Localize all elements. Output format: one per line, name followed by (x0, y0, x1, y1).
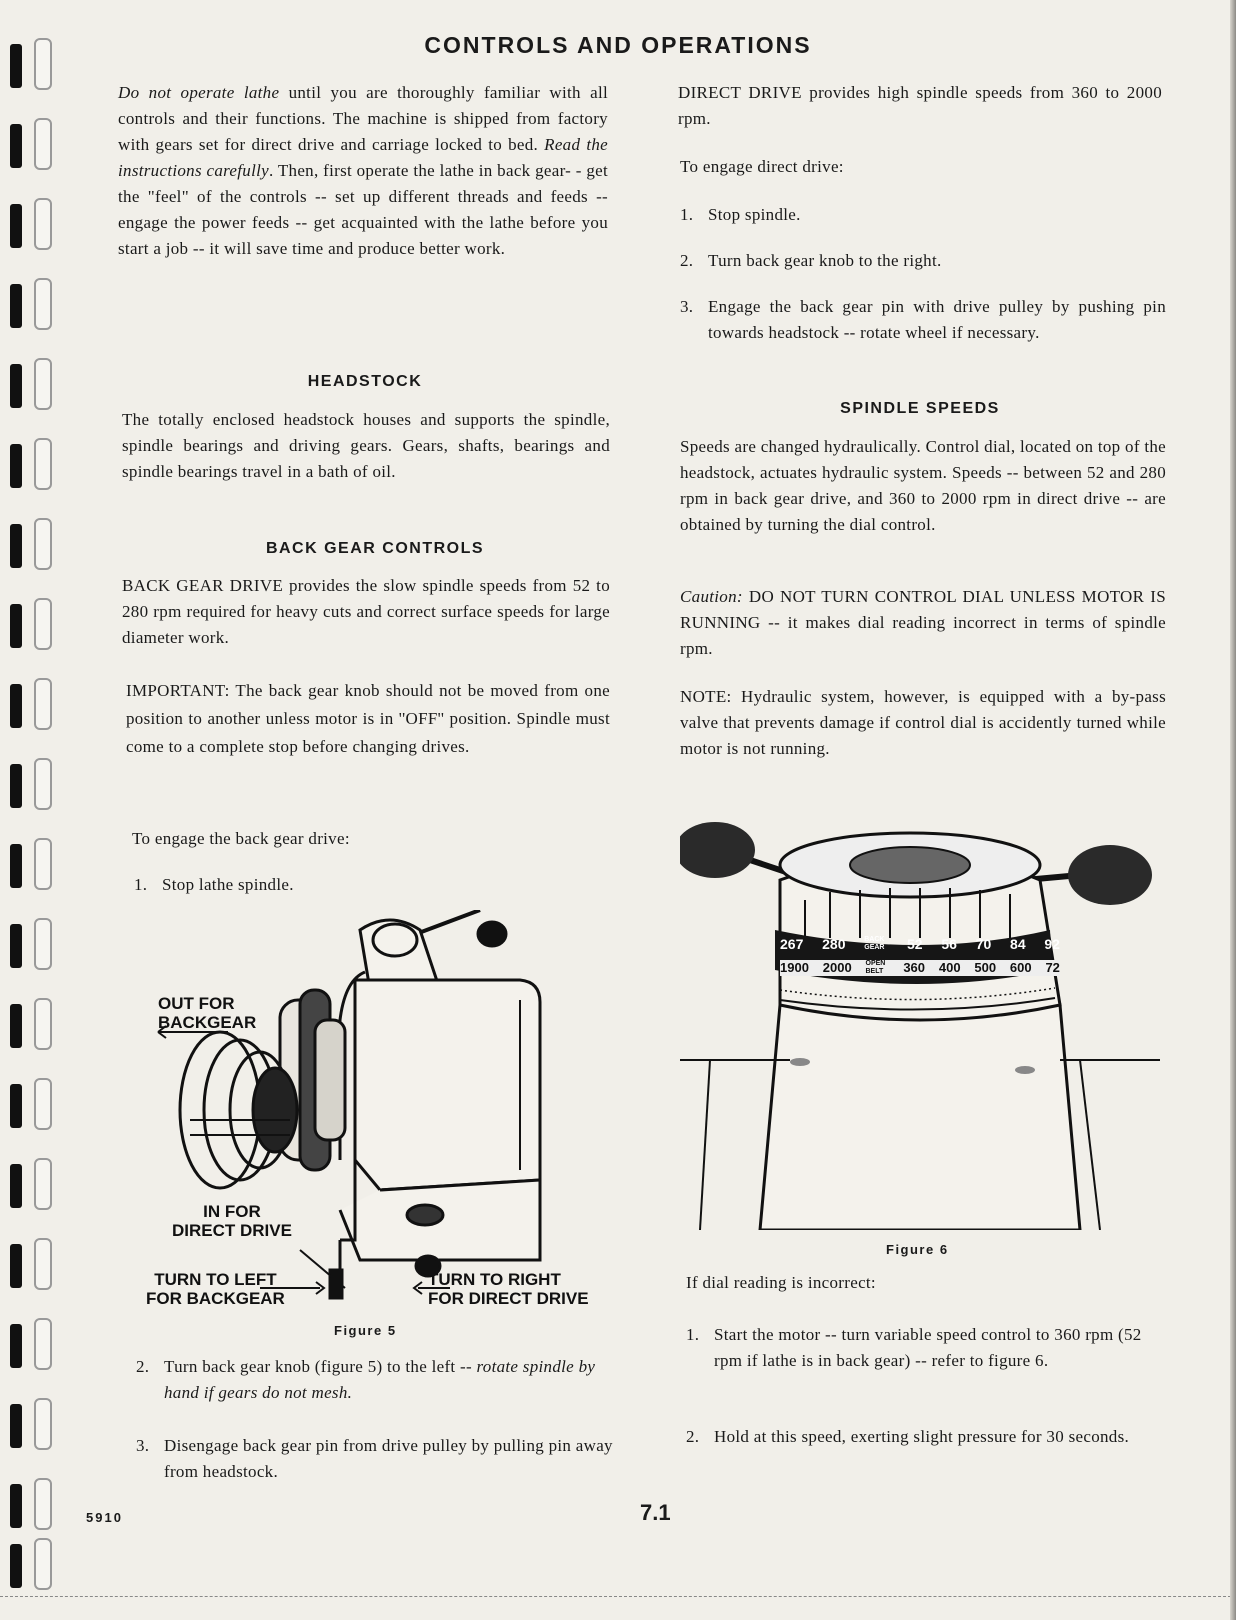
engage-direct-intro (680, 154, 1160, 180)
dial-value: 600 (1009, 960, 1032, 975)
headstock-heading: HEADSTOCK (307, 373, 423, 390)
direct-drive-paragraph (678, 80, 1162, 132)
callout-out-for-backgear (158, 994, 256, 1032)
caution-label: Caution: (680, 587, 743, 606)
speed-dial-drawing (680, 820, 1160, 1230)
callout-line: FOR DIRECT DRIVE (428, 1289, 589, 1308)
spindle-speeds-heading: SPINDLE SPEEDS (840, 400, 1000, 417)
dial-value: 400 (938, 960, 961, 975)
page-title: CONTROLS AND OPERATIONS (424, 32, 812, 58)
spiral-binding (0, 30, 70, 1590)
back-gear-paragraph (122, 573, 610, 651)
back-gear-step-2 (136, 1354, 616, 1406)
step-text: Disengage back gear pin from drive pulley by pulling pin away from headstock. (164, 1436, 613, 1481)
callout-line: BACKGEAR (158, 1013, 257, 1032)
step-number: 3. (136, 1436, 150, 1455)
dial-value: 72 (1045, 960, 1060, 975)
figure-6-caption: Figure 6 (886, 1242, 949, 1257)
headstock-drawing (140, 910, 620, 1330)
dial-label: BACK GEAR (864, 936, 885, 951)
correction-step-1 (686, 1322, 1168, 1374)
figure-6 (680, 820, 1160, 1230)
step-number: 2. (686, 1427, 700, 1446)
dial-value: 92 (1044, 936, 1060, 952)
intro-lead: Do not operate lathe (118, 83, 280, 102)
important-text: IMPORTANT: The back gear knob should not be moved from one position to another unless motor is in ''OFF'' position. Spindle must come to a complete stop before changing drives. (126, 681, 610, 756)
page-number: 7.1 (640, 1500, 671, 1525)
step-text: Start the motor -- turn variable speed control to 360 rpm (52 rpm if lathe is in back gear) -- refer to figure 6. (714, 1325, 1142, 1370)
engage-direct-text: To engage direct drive: (680, 157, 844, 176)
step-number: 2. (136, 1357, 150, 1376)
note-text: NOTE: Hydraulic system, however, is equipped with a by-pass valve that prevents damage if control dial is accidently turned while motor is not running. (680, 687, 1166, 758)
callout-line: TURN TO RIGHT (428, 1270, 561, 1289)
intro-italic: Read the instructions carefully (118, 135, 608, 180)
dial-value: 267 (780, 936, 804, 952)
headstock-text: The totally enclosed headstock houses and supports the spindle, spindle bearings and driving gears. Gears, shafts, bearings and spindle bearings travel in a bath of oil. (122, 410, 610, 481)
intro-paragraph (118, 80, 608, 262)
dial-value: 70 (975, 936, 992, 952)
correction-step-2 (686, 1424, 1168, 1450)
dial-value: 360 (903, 960, 926, 975)
callout-turn-left (146, 1270, 285, 1308)
dial-bottom-row (780, 960, 1060, 976)
page-bottom-edge (0, 1596, 1236, 1620)
figure-5 (140, 910, 620, 1330)
step-number: 2. (680, 251, 694, 270)
callout-line: DIRECT DRIVE (172, 1221, 292, 1240)
callout-line: FOR BACKGEAR (146, 1289, 285, 1308)
note-paragraph (680, 684, 1166, 762)
callout-line: IN FOR (203, 1202, 261, 1221)
dial-label: OPEN BELT (865, 960, 886, 975)
dial-value: 84 (1010, 936, 1026, 952)
step-text: Engage the back gear pin with drive pulley by pushing pin towards headstock -- rotate wheel if necessary. (708, 297, 1166, 342)
dial-value: 52 (907, 936, 923, 952)
back-gear-text: BACK GEAR DRIVE provides the slow spindle speeds from 52 to 280 rpm required for heavy cuts and correct surface speeds for large diameter work. (122, 576, 610, 647)
callout-turn-right (428, 1270, 589, 1308)
step-text: Stop lathe spindle. (162, 875, 294, 894)
direct-step-2 (680, 248, 1160, 274)
spindle-speeds-paragraph (680, 434, 1166, 538)
page-right-edge (1230, 0, 1236, 1620)
callout-line: TURN TO LEFT (154, 1270, 277, 1289)
back-gear-heading: BACK GEAR CONTROLS (265, 540, 485, 557)
caution-paragraph (680, 584, 1166, 662)
back-gear-step-3 (136, 1433, 616, 1485)
step-number: 1. (686, 1325, 700, 1344)
direct-drive-text: DIRECT DRIVE provides high spindle speeds from 360 to 2000 rpm. (678, 83, 1162, 128)
step-text: Turn back gear knob (figure 5) to the left -- (164, 1357, 477, 1376)
step-text: Turn back gear knob to the right. (708, 251, 942, 270)
incorrect-intro (686, 1270, 1166, 1296)
spindle-speeds-text: Speeds are changed hydraulically. Control dial, located on top of the headstock, actuates hydraulic system. Speeds -- between 52 and 280 rpm in back gear drive, and 360 to 2000 rpm in direct drive -- are obtained by turning the dial control. (680, 437, 1167, 534)
caution-text: DO NOT TURN CONTROL DIAL UNLESS MOTOR IS RUNNING -- it makes dial reading incorrect in terms of spindle rpm. (680, 587, 1166, 658)
figure-5-caption: Figure 5 (334, 1323, 397, 1338)
step-text: Hold at this speed, exerting slight pressure for 30 seconds. (714, 1427, 1130, 1446)
callout-in-for-direct (172, 1202, 292, 1240)
direct-step-3 (680, 294, 1166, 346)
step-number: 1. (680, 205, 694, 224)
engage-back-gear-intro (132, 826, 602, 852)
intro-part1: until you are thoroughly familiar with all controls and their functions. The machine is shipped from factory with gears set for direct drive and carriage locked to bed. (118, 83, 608, 154)
dial-top-row (780, 936, 1060, 952)
dial-value: 1900 (780, 960, 809, 975)
important-paragraph (126, 677, 610, 761)
step-italic: rotate spindle by hand if gears do not mesh. (164, 1357, 596, 1402)
back-gear-step-1 (134, 872, 604, 898)
dial-value: 2000 (822, 960, 852, 975)
dial-value: 280 (822, 936, 846, 952)
incorrect-intro-text: If dial reading is incorrect: (686, 1273, 876, 1292)
dial-value: 500 (974, 960, 997, 975)
step-number: 3. (680, 297, 694, 316)
engage-intro-text: To engage the back gear drive: (132, 829, 350, 848)
step-text: Stop spindle. (708, 205, 801, 224)
dial-value: 56 (941, 936, 957, 952)
step-number: 1. (134, 875, 148, 894)
headstock-paragraph (122, 407, 610, 485)
intro-part2: . Then, first operate the lathe in back gear- - get the "feel" of the controls -- set up different threads and feeds -- engage the power feeds -- get acquainted with the lathe before you start a job -- it will save time and produce better work. (118, 161, 608, 258)
callout-line: OUT FOR (158, 994, 235, 1013)
document-code: 5910 (86, 1510, 123, 1525)
direct-step-1 (680, 202, 1160, 228)
